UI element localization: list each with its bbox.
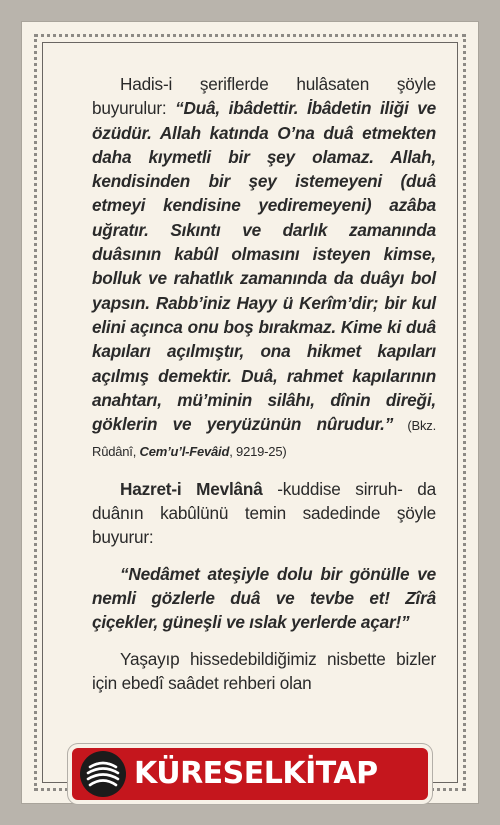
- mevlana-text: -kuddise sirruh- da duânın kabûlünü temin sadedinde şöyle buyurur:: [92, 478, 437, 548]
- paragraph-mevlana: [92, 477, 436, 550]
- mevlana-name: Hazret-i Mevlânâ: [120, 478, 263, 499]
- reference-book: Cem’u’l-Fevâid: [139, 444, 230, 460]
- reference-open: (Bkz. Rûdânî,: [92, 418, 436, 460]
- paragraph-closing: Yaşayıp hissedebildiğimiz nisbette bizler için ebedî saâdet rehberi olan: [92, 648, 436, 693]
- page-text: [92, 72, 436, 695]
- hadith-intro: Hadis-i şeriflerde hulâsaten şöyle buyurulur:: [92, 74, 436, 119]
- hadith-quote: “Duâ, ibâdettir. İbâdetin iliği ve özüdür. Allah katında O’na duâ etmekten daha kıymetli bir şey olamaz. Allah, kendisinden bir şey istemeyeni (duâ etmeyi kendisine yediremeyeni) azâba uğratır. Sıkıntı ve darlık zamanında duâsının kabûl olmasını isteyen kimse, bolluk ve rahatlık zamanında da duâyı bol yapsın. Rabb’iniz Hayy ü Kerîm’dir; bir kul elini açınca onu boş bırakmaz. Kime ki duâ kapıları açılmıştır, ona hikmet kapıları açılmış demektir. Duâ, rahmet kapılarının anahtarı, mü’minin silâhı, dînin direği, göklerin ve yeryüzünün nûrudur.”: [92, 98, 437, 435]
- reference-close: , 9219-25): [229, 444, 287, 460]
- publisher-logo: [72, 748, 428, 800]
- globe-logo-icon: [80, 751, 126, 797]
- book-page: [22, 22, 478, 803]
- publisher-name: KÜRESELKİTAP: [134, 756, 378, 791]
- paragraph-hadith: [92, 72, 436, 465]
- mevlana-quote: “Nedâmet ateşiyle dolu bir gönülle ve nemli gözlerle duâ ve tevbe et! Zîrâ çiçekler, güneşli ve ıslak yerlerde açar!”: [92, 563, 436, 633]
